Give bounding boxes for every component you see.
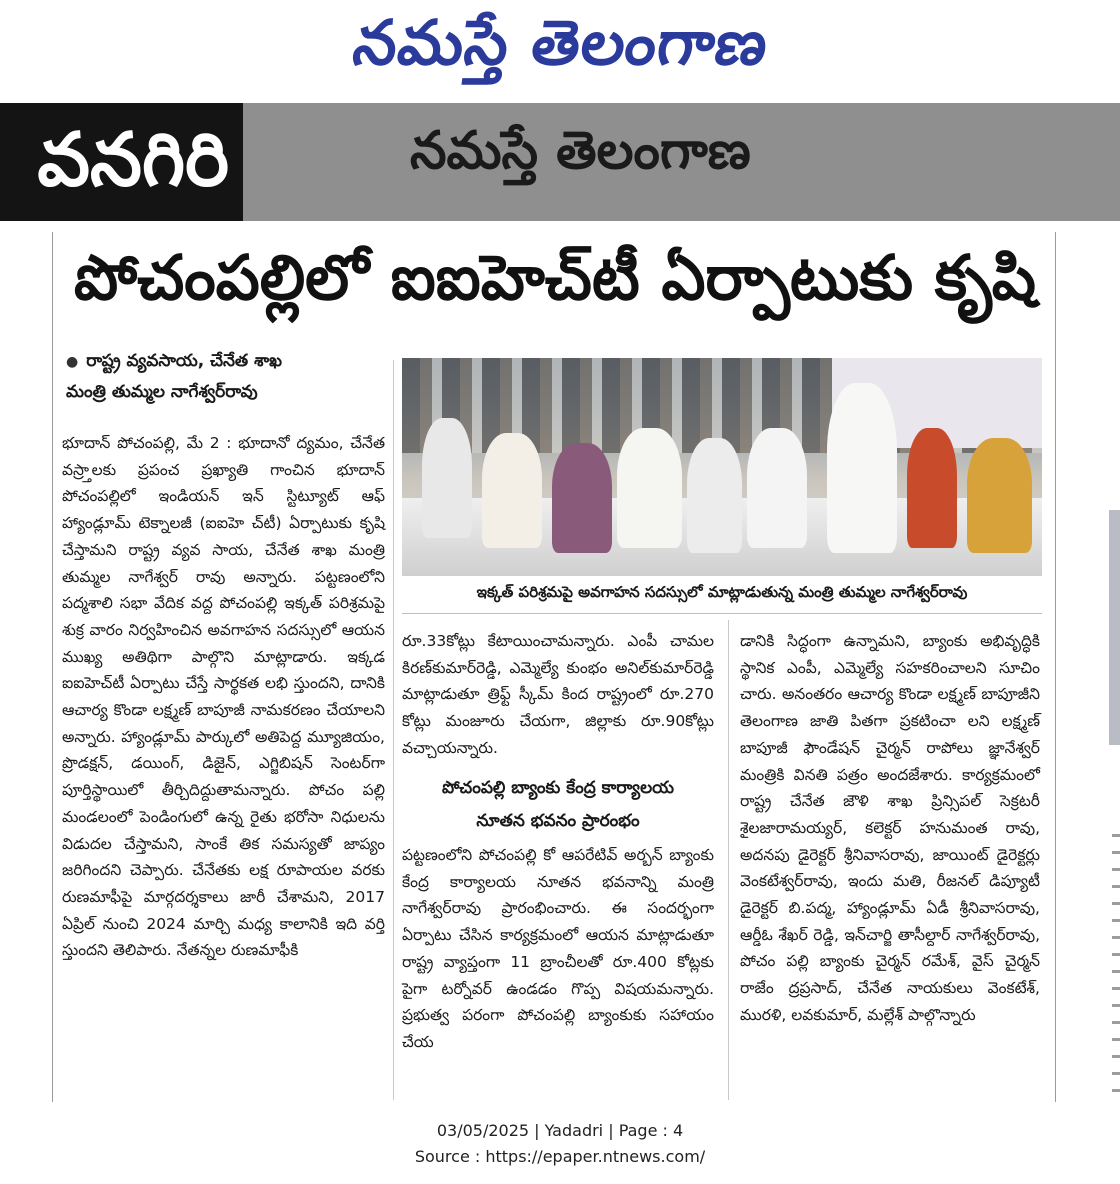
- right-margin-rule: [1055, 232, 1056, 1102]
- article-column-3: [740, 628, 1040, 1029]
- column-2b-text: పట్టణంలోని పోచంపల్లి కో ఆపరేటివ్ అర్బన్ బ్యాంకు కేంద్ర కార్యాలయ నూతన భవనాన్ని మంత్రి నాగేశ్వర్‌రావు ప్రారంభించారు. ఈ సందర్భంగా ఏర్పాటు చేసిన కార్యక్రమంలో ఆయన మాట్లాడుతూ రాష్ట్ర వ్యాప్తంగా 11 బ్రాంచీలతో రూ.400 కోట్లకు పైగా టర్నోవర్ ఉండడం గొప్ప విషయమన్నారు. ప్రభుత్వ పరంగా పోచంపల్లి బ్యాంకుకు సహాయం చేయ: [402, 846, 714, 1051]
- left-margin-rule: [52, 232, 53, 1102]
- photo-figure: [827, 383, 897, 553]
- photo-figure: [482, 433, 542, 548]
- column-3-text: డానికి సిద్ధంగా ఉన్నామని, బ్యాంకు అభివృద్ధికి స్థానిక ఎంపీ, ఎమ్మెల్యే సహకరించాలని సూచిం చారు. అనంతరం ఆచార్య కొండా లక్ష్మణ్ బాపూజీని తెలంగాణ జాతి పితగా ప్రకటించా లని లక్ష్మణ్ బాపూజీ ఫౌండేషన్ చైర్మన్ రాపోలు జ్ఞానేశ్వర్ మంత్రికి వినతి పత్రం అందజేశారు. కార్యక్రమంలో రాష్ట్ర చేనేత జౌళి శాఖ ప్రిన్సిపల్ సెక్రటరీ శైలజారామయ్యర్, కలెక్టర్ హనుమంత రావు, అదనపు డైరెక్టర్ శ్రీనివాసరావు, జాయింట్ డైరెక్టర్లు వెంకటేశ్వర్‌రావు, ఇందు మతి, రీజనల్ డిప్యూటీ డైరెక్టర్ బి.పద్మ, హ్యాండ్లూమ్ ఏడీ శ్రీనివాసరావు, ఆర్డీఓ శేఖర్ రెడ్డి, ఇన్‌చార్జి తాసీల్దార్ నాగేశ్వర్‌రావు, పోచం పల్లి బ్యాంకు చైర్మన్ రమేశ్, వైస్ చైర్మన్ రాజేం ద్రప్రసాద్, చేనేత నాయకులు వెంకటేశ్, మురళి, లవకుమార్, మల్లేశ్ పాల్గొన్నారు: [740, 632, 1040, 1024]
- article-column-2: [402, 628, 714, 762]
- column-2-text: రూ.33కోట్లు కేటాయించామన్నారు. ఎంపీ చామల కిరణ్‌కుమార్‌రెడ్డి, ఎమ్మెల్యే కుంభం అనిల్‌కుమార్‌రెడ్డి మాట్లాడుతూ త్రిఫ్ట్ స్కీమ్ కింద రాష్ట్రంలో రూ.270 కోట్లు మంజూరు చేయగా, జిల్లాకు రూ.90కోట్లు వచ్చాయన్నారు.: [402, 632, 714, 757]
- masthead-logo: నమస్తే తెలంగాణ: [348, 6, 774, 79]
- column-divider: [393, 360, 394, 1100]
- edition-name-block: [0, 103, 243, 221]
- photo-figure: [967, 438, 1032, 553]
- article-column-1: [62, 430, 385, 964]
- column-1-text: భూదాన్ పోచంపల్లి, మే 2 : భూదానో ద్యమం, చేనేత వస్ర్తాలకు ప్రపంచ ప్రఖ్యాతి గాంచిన భూదాన్ పోచంపల్లిలో ఇండియన్ ఇన్ స్టిట్యూట్ ఆఫ్ హ్యాండ్లూమ్ టెక్నాలజీ (ఐఐహె చ్‌టీ) ఏర్పాటుకు కృషి చేస్తామని రాష్ట్ర వ్యవ సాయ, చేనేత శాఖ మంత్రి తుమ్మల నాగేశ్వర్ రావు అన్నారు. పట్టణంలోని పద్మశాలి సభా వేదిక వద్ద పోచంపల్లి ఇక్కత్ పరిశ్రమపై శుక్ర వారం నిర్వహించిన అవగాహన సదస్సులో ఆయన ముఖ్య అతిథిగా పాల్గొని మాట్లాడారు. ఇక్కడ ఐఐహెచ్‌టీ ఏర్పాటు చేస్తే సార్థకత లభి స్తుందని, దానికి ఆచార్య కొండా లక్ష్మణ్ బాపూజీ నామకరణం చేయాలని అన్నారు. హ్యాండ్లూమ్ పార్కులో అతిపెద్ద మ్యూజియం, ప్రొడక్షన్, డయింగ్, డిజైన్, ఎగ్జిబిషన్ సెంటర్‌గా పూర్తిస్థాయిలో తీర్చిదిద్దుతామన్నారు. పోచం పల్లి మండలంలో పెండింగులో ఉన్న రైతు భరోసా నిధులను విడుదల చేస్తామని, సాంకే తిక సమస్యతో జాప్యం జరిగిందని చెప్పారు. చేనేతకు లక్ష రూపాయల వరకు రుణమాఫీపై మార్గదర్శకాలు జారీ చేశామని, 2017 ఏప్రిల్ నుంచి 2024 మార్చి మధ్య కాలానికి ఇది వర్తి స్తుందని తెలిపారు. నేతన్నల రుణమాఫీకి: [62, 434, 385, 960]
- photo-figure: [907, 428, 957, 548]
- article-sub-heading: [402, 772, 714, 838]
- article-headline: పోచంపల్లిలో ఐఐహెచ్‌టీ ఏర్పాటుకు కృషి: [73, 241, 1037, 314]
- sub-heading-line-1: పోచంపల్లి బ్యాంకు కేంద్ర కార్యాలయ: [441, 778, 675, 798]
- bullet-icon: ●: [66, 354, 79, 370]
- caption-rule: [402, 613, 1042, 614]
- sub-heading-line-2: నూతన భవనం ప్రారంభం: [476, 811, 640, 831]
- adjacent-page-text-edge: [1112, 820, 1120, 1100]
- photo-figure: [747, 428, 807, 548]
- photo-figure: [552, 443, 612, 553]
- edition-name: వనగిరి: [37, 117, 229, 203]
- footer-source: Source : https://epaper.ntnews.com/: [414, 1147, 706, 1166]
- subhead-line-2: మంత్రి తుమ్మల నాగేశ్వర్‌రావు: [66, 382, 258, 402]
- masthead: [0, 0, 1120, 100]
- footer-date-edition: 03/05/2025 | Yadadri | Page : 4: [436, 1121, 684, 1140]
- band-paper-name: నమస్తే తెలంగాణ: [410, 121, 751, 181]
- subhead-line-1: రాష్ట్ర వ్యవసాయ, చేనేత శాఖ: [86, 351, 282, 371]
- photo-figure: [687, 438, 742, 553]
- photo-caption: ఇక్కత్ పరిశ్రమపై అవగాహన సదస్సులో మాట్లాడుతున్న మంత్రి తుమ్మల నాగేశ్వర్‌రావు: [476, 583, 968, 601]
- photo-figure: [422, 418, 472, 538]
- article-column-2-continued: [402, 842, 714, 1056]
- article-subhead: [66, 346, 396, 407]
- page-footer: [0, 1118, 1120, 1170]
- edition-band: [0, 103, 1120, 221]
- adjacent-page-photo-edge: [1109, 510, 1120, 745]
- article-photo: [402, 358, 1042, 576]
- column-divider: [728, 620, 729, 1100]
- photo-figure: [617, 428, 682, 548]
